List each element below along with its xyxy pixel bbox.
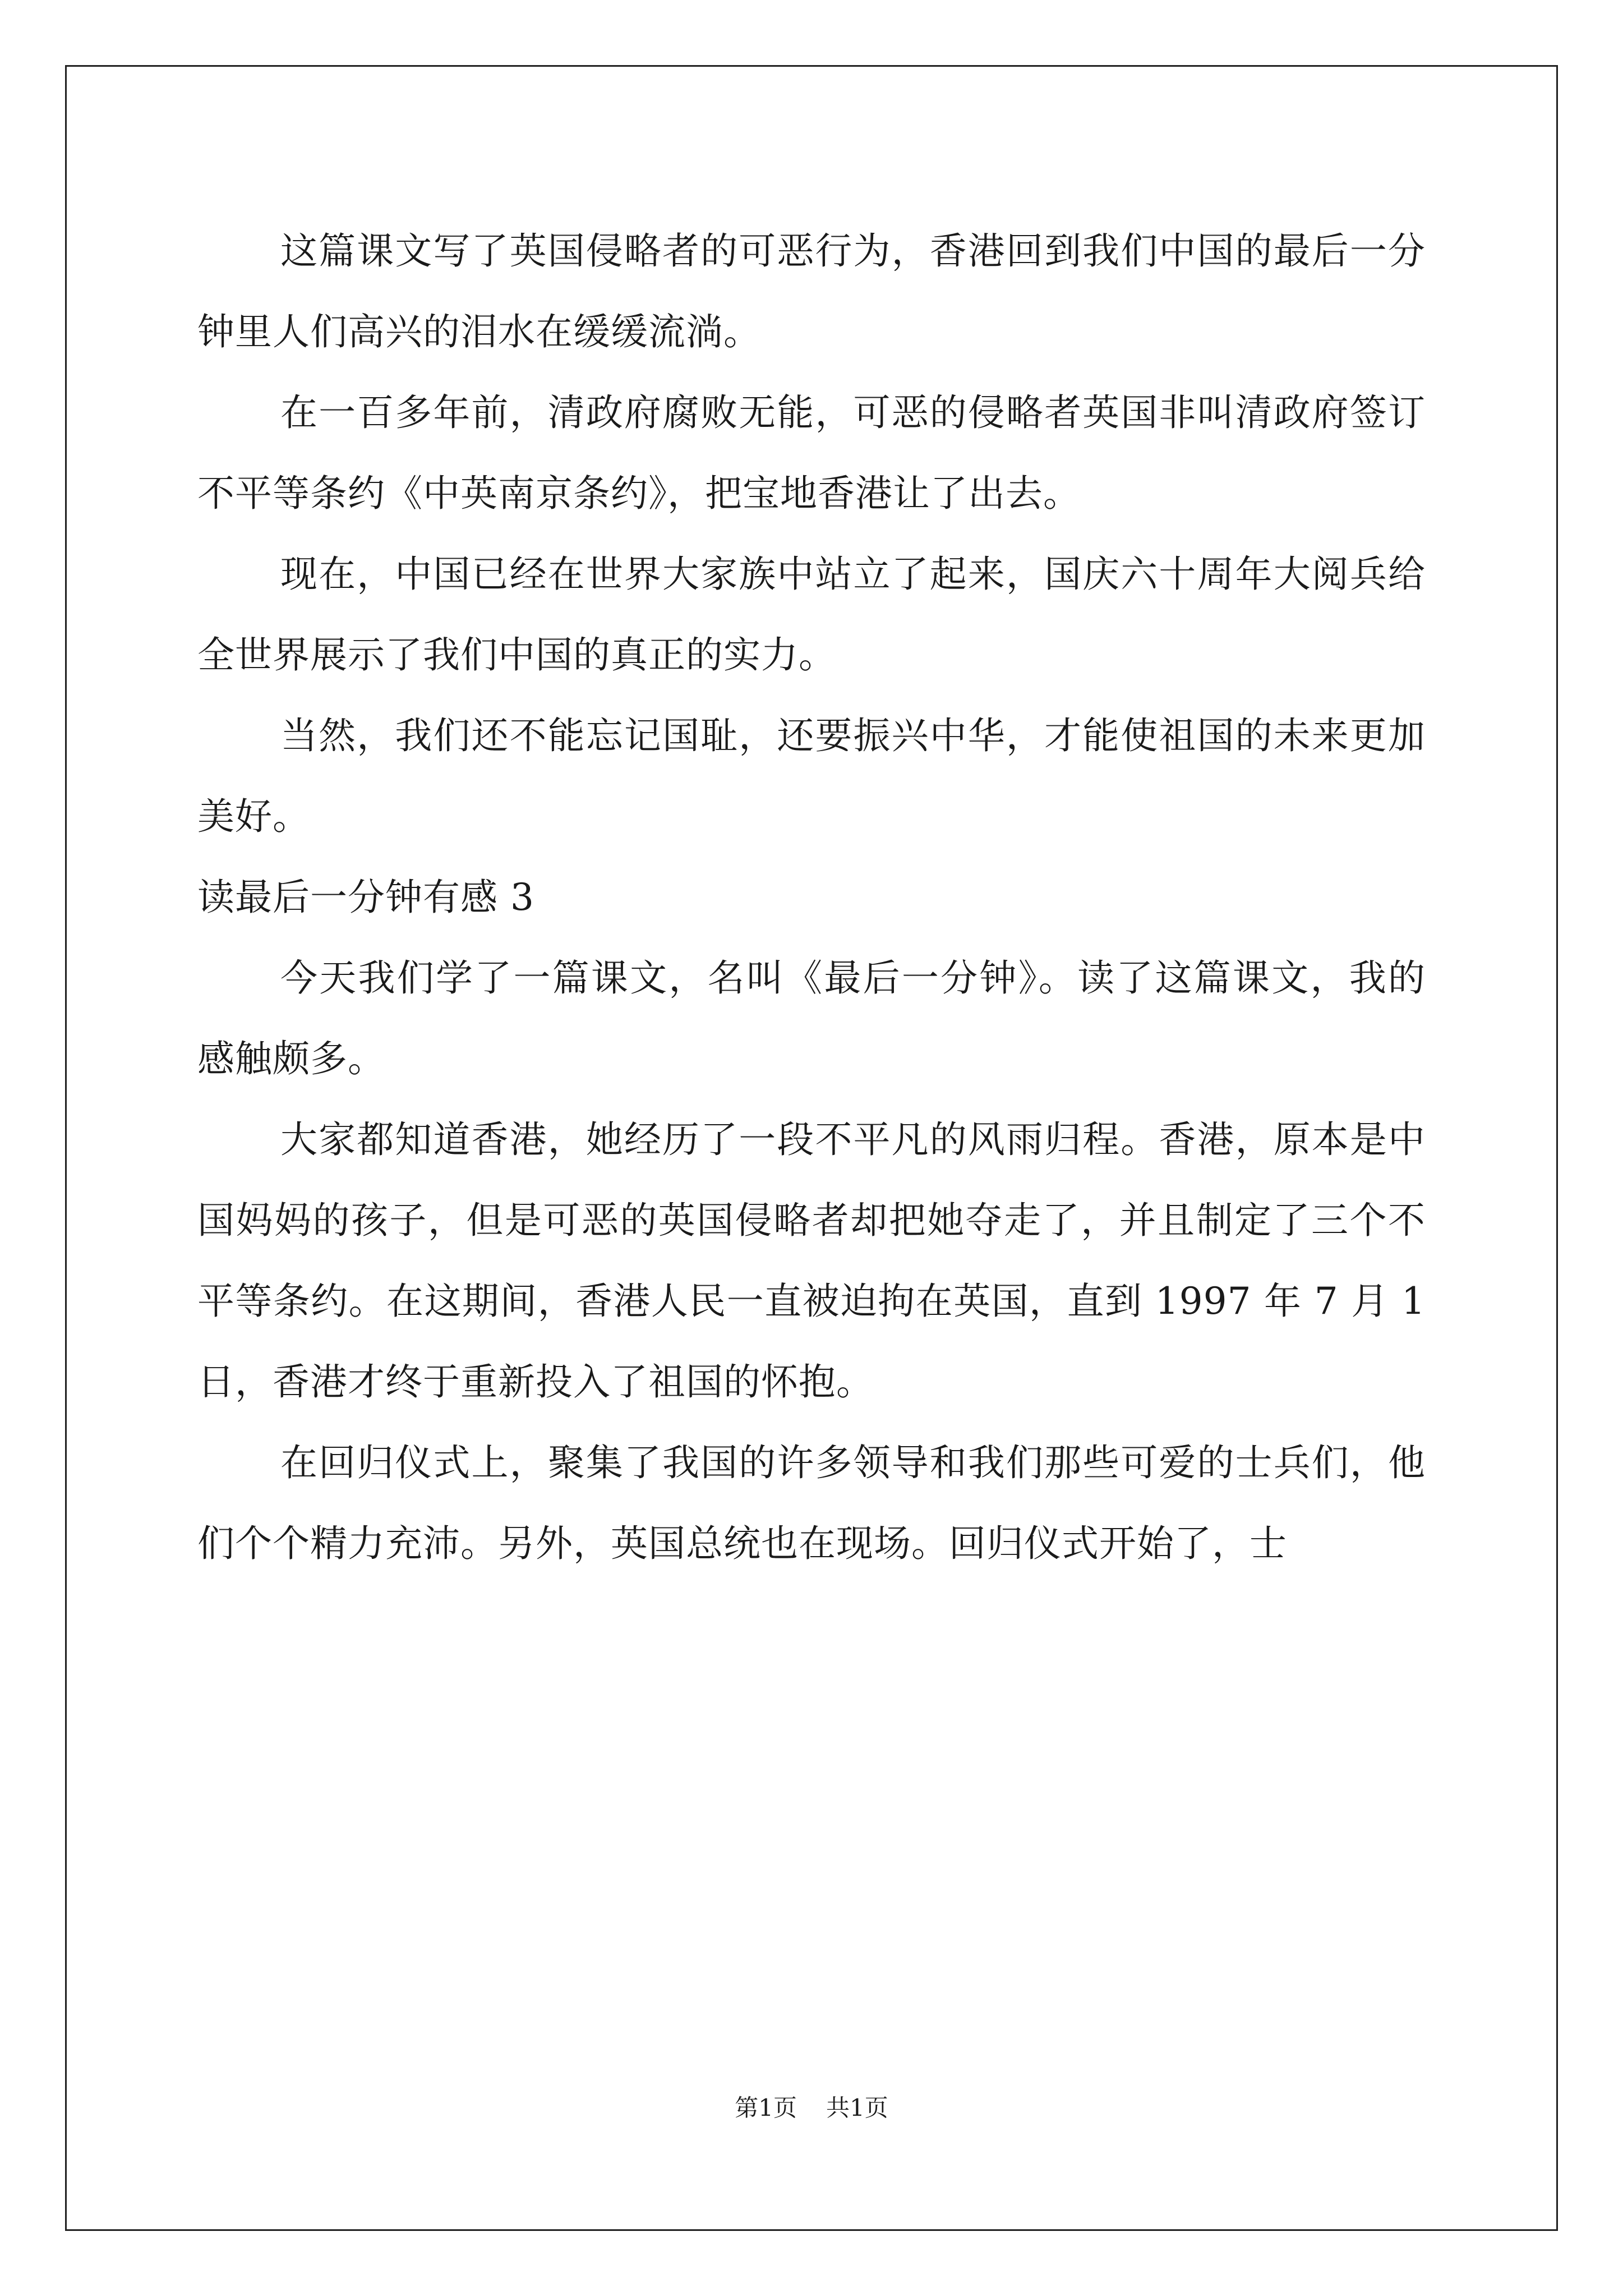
- section-heading: 读最后一分钟有感 3: [197, 876, 534, 919]
- paragraph-1: 这篇课文写了英国侵略者的可恶行为，香港回到我们中国的最后一分钟里人们高兴的泪水在缓缓流淌。: [197, 229, 1426, 353]
- paragraph-4: 当然，我们还不能忘记国耻，还要振兴中华，才能使祖国的未来更加美好。: [197, 714, 1426, 838]
- paragraph-5: 今天我们学了一篇课文，名叫《最后一分钟》。读了这篇课文，我的感触颇多。: [197, 956, 1426, 1080]
- document-body: [197, 211, 1426, 1584]
- page-number: 第1页: [735, 2094, 797, 2122]
- paragraph-6: 大家都知道香港，她经历了一段不平凡的风雨归程。香港，原本是中国妈妈的孩子，但是可恶的英国侵略者却把她夺走了，并且制定了三个不平等条约。在这期间，香港人民一直被迫拘在英国，直到 1997 年 7 月 1 日，香港才终于重新投入了祖国的怀抱。: [197, 1118, 1426, 1404]
- page-footer: [0, 2091, 1623, 2125]
- page-total: 共1页: [826, 2094, 888, 2122]
- paragraph-2: 在一百多年前，清政府腐败无能，可恶的侵略者英国非叫清政府签订不平等条约《中英南京条约》，把宝地香港让了出去。: [197, 391, 1426, 515]
- paragraph-3: 现在，中国已经在世界大家族中站立了起来，国庆六十周年大阅兵给全世界展示了我们中国的真正的实力。: [197, 553, 1426, 677]
- paragraph-7: 在回归仪式上，聚集了我国的许多领导和我们那些可爱的士兵们，他们个个精力充沛。另外，英国总统也在现场。回归仪式开始了，士: [197, 1441, 1426, 1565]
